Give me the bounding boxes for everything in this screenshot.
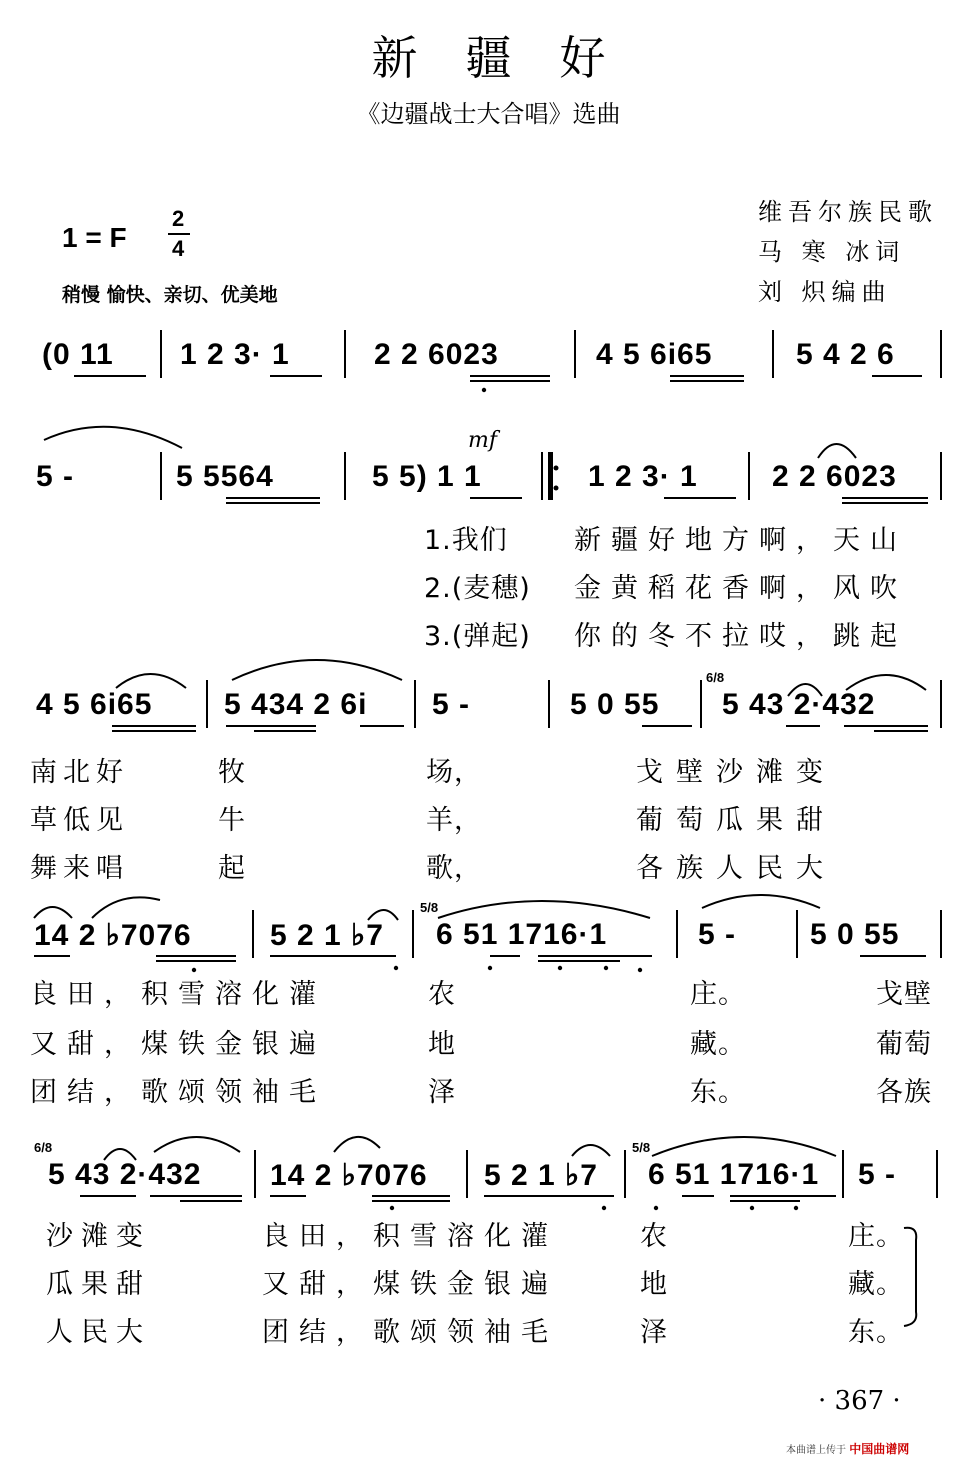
lyric: 藏。: [690, 1029, 746, 1060]
lyric: 戈壁沙滩变: [636, 757, 836, 788]
lyric-verse-1: 新疆好地方啊，天山: [574, 525, 907, 556]
lyric: 东。: [690, 1077, 746, 1108]
lyric: 各族人民大: [636, 853, 836, 884]
measure: 1 2 3· 1: [588, 460, 698, 493]
slur-tie: [334, 1137, 380, 1152]
time-change-5-8: 5/8: [420, 900, 439, 915]
lyric: 舞来唱: [30, 853, 129, 884]
low-octave-dot: [602, 1206, 606, 1210]
lyric: 草低见: [30, 805, 129, 836]
lyric: 地: [428, 1029, 456, 1060]
measure: 5 -: [858, 1158, 897, 1191]
lyric: 牛: [218, 805, 246, 836]
measure: 4 5 6i65: [596, 338, 713, 371]
low-octave-dot: [482, 388, 486, 392]
lyric: 庄。: [690, 979, 746, 1010]
slur-tie: [104, 1149, 136, 1160]
lyric-verse-1-pickup: 1.我们: [424, 525, 508, 556]
low-octave-dot: [638, 968, 642, 972]
lyric-verse-3-pickup: 3.(弹起): [424, 621, 531, 652]
slur-tie: [818, 444, 856, 458]
slur-tie: [846, 675, 926, 690]
measure: 6 51 1716·1: [436, 918, 608, 951]
lyric: 地: [640, 1269, 668, 1300]
measure: 2 2 6023: [374, 338, 499, 371]
lyric: 人民大: [46, 1317, 151, 1348]
measure: 2 2 6023: [772, 460, 897, 493]
measure: 14 2 ♭7076: [270, 1159, 428, 1192]
lyric: 沙滩变: [46, 1221, 151, 1252]
measure: 5 5) 1 1: [372, 460, 482, 493]
measure: 5 2 1 ♭7: [484, 1159, 598, 1192]
lyric: 葡萄: [876, 1029, 932, 1060]
time-signature-bottom: 4: [172, 236, 185, 261]
slur-tie: [154, 1137, 240, 1152]
lyric-verse-3: 你的冬不拉哎，跳起: [574, 621, 907, 652]
lyric: 葡萄瓜果甜: [636, 805, 836, 836]
slur-tie: [572, 1145, 610, 1156]
lyric: 起: [218, 853, 246, 884]
slur-tie: [788, 684, 822, 696]
slur-tie: [368, 910, 398, 920]
measure: 14 2 ♭7076: [34, 919, 192, 952]
page-number: · 367 ·: [818, 1386, 901, 1416]
lyric: 歌，: [426, 853, 482, 884]
low-octave-dot: [488, 966, 492, 970]
slur-tie: [232, 660, 402, 680]
time-change-5-8: 5/8: [632, 1140, 651, 1155]
lyric: 又甜，煤铁金银遍: [262, 1269, 558, 1300]
low-octave-dot: [794, 1206, 798, 1210]
measure: 5 -: [698, 918, 737, 951]
lyric: 农: [428, 979, 456, 1010]
measure: 5 2 1 ♭7: [270, 919, 384, 952]
lyric: 泽: [640, 1317, 668, 1348]
measure: (0 11: [42, 338, 114, 371]
measure: 1 2 3· 1: [180, 338, 290, 371]
credit-arranger: 刘 炽编曲: [758, 278, 892, 306]
time-signature-top: 2: [172, 206, 185, 231]
lyric: 东。: [848, 1317, 904, 1348]
tempo-marking: 稍慢 愉快、亲切、优美地: [62, 284, 278, 306]
time-change-6-8: 6/8: [706, 670, 725, 685]
key-signature: 1 = F: [62, 222, 127, 253]
lyric: 藏。: [848, 1269, 904, 1300]
measure: 5 434 2 6i: [224, 688, 368, 721]
slur-tie: [44, 427, 182, 448]
lyric: 庄。: [848, 1221, 904, 1252]
lyric-verse-2: 金黄稻花香啊，风吹: [574, 573, 907, 604]
low-octave-dot: [192, 968, 196, 972]
verse-bracket: [904, 1228, 916, 1326]
lyric: 团结，歌颂领袖毛: [262, 1317, 558, 1348]
measure: 4 5 6i65: [36, 688, 153, 721]
credit-lyricist: 马 寒 冰词: [758, 238, 906, 266]
lyric-verse-2-pickup: 2.(麦穗): [424, 573, 531, 604]
lyric: 泽: [428, 1077, 456, 1108]
measure: 6 51 1716·1: [648, 1158, 820, 1191]
measure: 5 -: [432, 688, 471, 721]
lyric: 瓜果甜: [46, 1269, 151, 1300]
song-subtitle: 《边疆战士大合唱》选曲: [356, 100, 621, 128]
lyric: 良田，积雪溶化灌: [262, 1221, 558, 1252]
measure: 5 4 2 6: [796, 338, 895, 371]
lyric: 农: [640, 1221, 668, 1252]
lyric: 团结，歌颂领袖毛: [30, 1077, 326, 1108]
low-octave-dot: [390, 1206, 394, 1210]
lyric: 各族: [876, 1077, 932, 1108]
footer-upload-note: [786, 1440, 909, 1457]
credit-origin: 维吾尔族民歌: [758, 198, 938, 226]
slur-tie: [438, 901, 650, 918]
low-octave-dot: [394, 966, 398, 970]
slur-tie: [116, 674, 186, 688]
repeat-dot: [554, 486, 559, 491]
low-octave-dot: [558, 966, 562, 970]
measure: 5 -: [36, 460, 75, 493]
slur-tie: [92, 897, 160, 918]
slur-tie: [652, 1137, 836, 1156]
lyric: 戈壁: [876, 979, 932, 1010]
low-octave-dot: [604, 966, 608, 970]
lyric: 羊，: [426, 805, 482, 836]
measure: 5 43 2·432: [722, 688, 876, 721]
measure: 5 0 55: [570, 688, 660, 721]
lyric: 牧: [218, 757, 246, 788]
low-octave-dot: [654, 1206, 658, 1210]
footer-text: 本曲谱上传于: [786, 1445, 846, 1456]
slur-tie: [34, 907, 72, 918]
measure: 5 5564: [176, 460, 274, 493]
lyric: 良田，积雪溶化灌: [30, 979, 326, 1010]
lyric: 又甜，煤铁金银遍: [30, 1029, 326, 1060]
lyric: 南北好: [30, 757, 129, 788]
dynamic-mf: mf: [468, 428, 498, 453]
song-title: 新疆好: [371, 31, 654, 85]
time-change-6-8: 6/8: [34, 1140, 53, 1155]
site-logo[interactable]: 中国曲谱网: [849, 1442, 910, 1456]
measure: 5 43 2·432: [48, 1158, 202, 1191]
repeat-dot: [554, 466, 559, 471]
lyric: 场，: [426, 757, 482, 788]
measure: 5 0 55: [810, 918, 900, 951]
slur-tie: [702, 895, 820, 908]
low-octave-dot: [750, 1206, 754, 1210]
